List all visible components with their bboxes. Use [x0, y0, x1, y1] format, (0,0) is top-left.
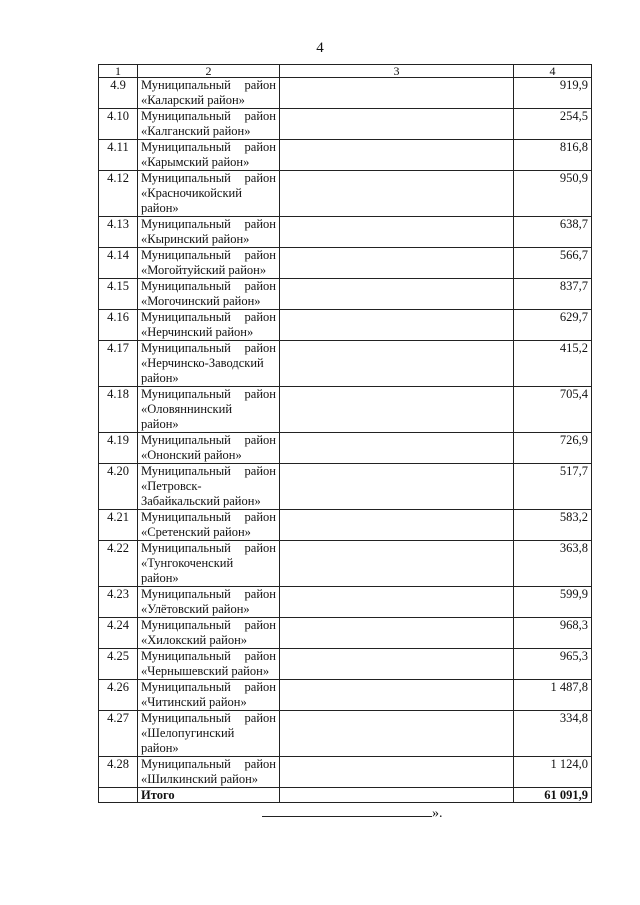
table-row	[99, 587, 592, 618]
district-name-line: Муниципальный район	[141, 140, 276, 154]
row-number: 4.13	[99, 217, 138, 248]
amount-value: 919,9	[514, 78, 592, 109]
district-name-line: Муниципальный район	[141, 587, 276, 601]
table-row	[99, 757, 592, 788]
empty-cell	[280, 387, 514, 433]
district-name-line: Муниципальный район	[141, 387, 276, 401]
district-name-line: Муниципальный район	[141, 217, 276, 231]
district-name-line: «Ононский район»	[141, 448, 242, 462]
district-name-line: Муниципальный район	[141, 711, 276, 725]
district-name	[138, 248, 280, 279]
table-row	[99, 171, 592, 217]
district-name-line: Муниципальный район	[141, 433, 276, 447]
district-name	[138, 109, 280, 140]
district-name-line: «Красночикойский	[141, 186, 242, 200]
empty-cell	[280, 78, 514, 109]
district-name-line: Муниципальный район	[141, 680, 276, 694]
district-name-line: «Улётовский район»	[141, 602, 250, 616]
district-name	[138, 649, 280, 680]
amount-value: 566,7	[514, 248, 592, 279]
amount-value: 950,9	[514, 171, 592, 217]
amount-value: 583,2	[514, 510, 592, 541]
empty-cell	[280, 248, 514, 279]
empty-cell	[280, 109, 514, 140]
empty-cell	[280, 171, 514, 217]
empty-cell	[280, 711, 514, 757]
empty-cell	[280, 140, 514, 171]
table-row	[99, 711, 592, 757]
district-name-line: район»	[141, 571, 179, 585]
district-name-line: район»	[141, 741, 179, 755]
district-name	[138, 341, 280, 387]
district-name-line: Муниципальный район	[141, 248, 276, 262]
row-number: 4.21	[99, 510, 138, 541]
district-name	[138, 78, 280, 109]
district-name-line: «Шилкинский район»	[141, 772, 259, 786]
row-number: 4.24	[99, 618, 138, 649]
amount-value: 334,8	[514, 711, 592, 757]
district-name-line: район»	[141, 417, 179, 431]
empty-cell	[280, 649, 514, 680]
empty-cell	[280, 618, 514, 649]
total-value: 61 091,9	[514, 788, 592, 803]
district-name-line: «Нерчинско-Заводский	[141, 356, 264, 370]
empty-cell	[280, 757, 514, 788]
district-name-line: Муниципальный район	[141, 310, 276, 324]
total-num-cell	[99, 788, 138, 803]
district-name-line: «Каларский район»	[141, 93, 245, 107]
empty-cell	[280, 680, 514, 711]
district-name-line: «Кыринский район»	[141, 232, 250, 246]
table-row	[99, 387, 592, 433]
amount-value: 415,2	[514, 341, 592, 387]
row-number: 4.19	[99, 433, 138, 464]
empty-cell	[280, 587, 514, 618]
district-name-line: район»	[141, 371, 179, 385]
district-name-line: «Нерчинский район»	[141, 325, 254, 339]
district-name-line: «Оловяннинский	[141, 402, 233, 416]
empty-cell	[280, 464, 514, 510]
district-name	[138, 510, 280, 541]
table-row	[99, 649, 592, 680]
table-row	[99, 248, 592, 279]
row-number: 4.22	[99, 541, 138, 587]
district-name	[138, 171, 280, 217]
column-header-3: 3	[280, 65, 514, 78]
amount-value: 599,9	[514, 587, 592, 618]
table-header-row	[99, 65, 592, 78]
amount-value: 517,7	[514, 464, 592, 510]
district-name-line: Муниципальный район	[141, 341, 276, 355]
district-name	[138, 310, 280, 341]
amount-value: 638,7	[514, 217, 592, 248]
table-row	[99, 341, 592, 387]
district-name-line: «Карымский район»	[141, 155, 250, 169]
district-name-line: «Читинский район»	[141, 695, 247, 709]
empty-cell	[280, 510, 514, 541]
amount-value: 1 124,0	[514, 757, 592, 788]
total-label: Итого	[138, 788, 280, 803]
row-number: 4.23	[99, 587, 138, 618]
row-number: 4.10	[99, 109, 138, 140]
district-name-line: «Сретенский район»	[141, 525, 251, 539]
row-number: 4.14	[99, 248, 138, 279]
district-name-line: «Тунгокоченский	[141, 556, 234, 570]
table-row	[99, 78, 592, 109]
district-name	[138, 618, 280, 649]
district-name-line: «Шелопугинский	[141, 726, 235, 740]
table-row	[99, 217, 592, 248]
empty-cell	[280, 341, 514, 387]
table-row	[99, 510, 592, 541]
district-name-line: «Чернышевский район»	[141, 664, 270, 678]
empty-cell	[280, 541, 514, 587]
table-row	[99, 618, 592, 649]
column-header-4: 4	[514, 65, 592, 78]
district-name-line: Муниципальный район	[141, 109, 276, 123]
row-number: 4.20	[99, 464, 138, 510]
closing-line	[262, 806, 443, 822]
empty-cell	[280, 433, 514, 464]
row-number: 4.9	[99, 78, 138, 109]
table-row	[99, 680, 592, 711]
amount-value: 965,3	[514, 649, 592, 680]
district-name-line: Муниципальный район	[141, 171, 276, 185]
amount-value: 968,3	[514, 618, 592, 649]
district-name-line: Муниципальный район	[141, 757, 276, 771]
district-name-line: Муниципальный район	[141, 618, 276, 632]
district-name	[138, 140, 280, 171]
amount-value: 363,8	[514, 541, 592, 587]
row-number: 4.15	[99, 279, 138, 310]
table-row	[99, 541, 592, 587]
district-name	[138, 680, 280, 711]
amount-value: 726,9	[514, 433, 592, 464]
amount-value: 705,4	[514, 387, 592, 433]
district-name-line: «Калганский район»	[141, 124, 251, 138]
district-name-line: «Петровск-	[141, 479, 202, 493]
row-number: 4.11	[99, 140, 138, 171]
district-name-line: «Хилокский район»	[141, 633, 248, 647]
amount-value: 629,7	[514, 310, 592, 341]
amount-value: 1 487,8	[514, 680, 592, 711]
district-name-line: Муниципальный район	[141, 279, 276, 293]
row-number: 4.25	[99, 649, 138, 680]
district-name	[138, 757, 280, 788]
row-number: 4.16	[99, 310, 138, 341]
district-name	[138, 587, 280, 618]
closing-quote: ».	[432, 806, 443, 821]
budget-table	[98, 64, 592, 803]
row-number: 4.12	[99, 171, 138, 217]
district-name	[138, 217, 280, 248]
table-row	[99, 464, 592, 510]
district-name	[138, 279, 280, 310]
amount-value: 816,8	[514, 140, 592, 171]
row-number: 4.28	[99, 757, 138, 788]
total-row	[99, 788, 592, 803]
district-name-line: Муниципальный район	[141, 649, 276, 663]
district-name-line: Забайкальский район»	[141, 494, 261, 508]
page-number: 4	[316, 40, 324, 56]
signature-underline	[262, 806, 432, 817]
district-name	[138, 541, 280, 587]
district-name-line: «Могойтуйский район»	[141, 263, 267, 277]
district-name-line: Муниципальный район	[141, 464, 276, 478]
table-row	[99, 310, 592, 341]
row-number: 4.17	[99, 341, 138, 387]
table-row	[99, 140, 592, 171]
district-name	[138, 464, 280, 510]
district-name-line: район»	[141, 201, 179, 215]
district-name-line: Муниципальный район	[141, 78, 276, 92]
amount-value: 837,7	[514, 279, 592, 310]
column-header-2: 2	[138, 65, 280, 78]
table-row	[99, 433, 592, 464]
district-name	[138, 387, 280, 433]
district-name-line: «Могочинский район»	[141, 294, 261, 308]
table-body	[99, 78, 592, 788]
district-name-line: Муниципальный район	[141, 510, 276, 524]
total-empty-cell	[280, 788, 514, 803]
table-row	[99, 109, 592, 140]
empty-cell	[280, 279, 514, 310]
table-row	[99, 279, 592, 310]
district-name	[138, 433, 280, 464]
row-number: 4.18	[99, 387, 138, 433]
district-name	[138, 711, 280, 757]
row-number: 4.26	[99, 680, 138, 711]
empty-cell	[280, 310, 514, 341]
column-header-1: 1	[99, 65, 138, 78]
district-name-line: Муниципальный район	[141, 541, 276, 555]
row-number: 4.27	[99, 711, 138, 757]
amount-value: 254,5	[514, 109, 592, 140]
empty-cell	[280, 217, 514, 248]
